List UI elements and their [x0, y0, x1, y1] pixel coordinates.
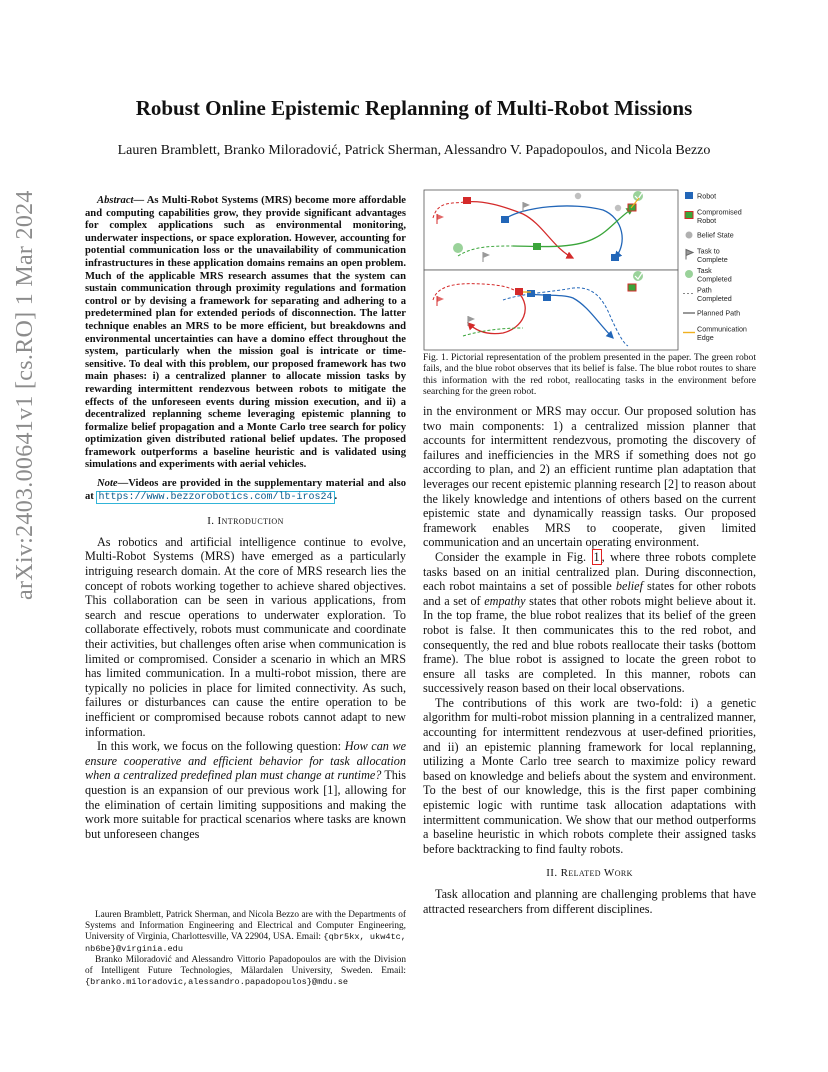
- rp2-a: Consider the example in Fig.: [435, 549, 592, 564]
- legend-label: Task: [697, 266, 712, 275]
- intro-p2-end: This question is an expansion of our previous work [1], allowing for the elimination of certain limiting suppositions and making the work more suitable for practical scenarios where tasks are known but unforeseen changes: [85, 768, 406, 841]
- belief-state-icon: [686, 232, 693, 239]
- belief-term: belief: [615, 579, 643, 594]
- legend-label: Complete: [697, 255, 728, 264]
- legend-item: [683, 309, 740, 318]
- footnote-uva-email: {qbr5kx, ukw4tc, nb6be}@virginia.edu: [85, 932, 407, 954]
- task-completed-icon: [685, 270, 693, 278]
- legend-item: [685, 192, 716, 201]
- legend-item: [685, 266, 732, 284]
- figure-reference-link[interactable]: 1: [593, 549, 600, 564]
- right-column: [423, 404, 756, 916]
- note-text: —Videos are provided in the supplementary material and also at: [85, 478, 406, 502]
- legend-label: Task to: [697, 246, 720, 256]
- legend-item: [683, 286, 732, 304]
- right-paragraph-1: in the environment or MRS may occur. Our proposed solution has two main components: 1) a centralized mission planner that accounts for intermittent rendezvous, promoting the discovery of failures and inefficiencies in the MRS if something does not go according to plan, and 2) an efficient runtime plan adaptation that leverages our recent epistemic planning research [2] to reason about the likely knowledge and intentions of others based on the current epistemic state and dynamically reassign tasks. Our proposed framework enables MRS to cooperate, given limited communication and an uncertain operating environment.: [423, 404, 756, 550]
- left-column: [85, 195, 406, 841]
- bottom-frame: [424, 270, 678, 350]
- legend-label: Communication: [697, 324, 747, 334]
- footnote-mdu: [85, 955, 406, 989]
- legend-label: Robot: [697, 216, 717, 225]
- abstract-text: — As Multi-Robot Systems (MRS) become more affordable and computing capabilities grow, they provide significant advantages for complex applications such as environmental monitoring, underwater inspections, or space exploration. However, accounting for potential communication loss or the unavailability of communication infrastructures in these application domains remains an open problem. Much of the applicable MRS research assumes that the system can sustain communication through proximity regulations and formation control or by devising a framework for separating and adhering to a predetermined plan for extended periods of disconnection. The latter technique enables an MRS to be more efficient, but breakdowns and environmental uncertainties can have a domino effect throughout the system, particularly when the mission goal is intricate or time-sensitive. To deal with this problem, our proposed framework has two main phases: i) a centralized planner to allocate mission tasks by rewarding intermittent rendezvous between robots to mitigate the effects of the unforeseen events during mission execution, and ii) a decentralized replanning scheme leveraging epistemic planning to formalize belief propagation and a Monte Carlo tree search for policy optimization given distributed rational belief updates. The proposed framework outperforms a baseline heuristic and is validated using simulations and experiments with aerial vehicles.: [85, 195, 406, 471]
- robot-icon: [463, 197, 471, 204]
- legend-label: Path: [697, 285, 712, 295]
- arxiv-identifier: arXiv:2403.00641v1 [cs.RO] 1 Mar 2024: [12, 190, 38, 600]
- right-paragraph-2: [423, 550, 756, 696]
- robot-icon: [543, 294, 551, 301]
- intro-paragraph-2: [85, 739, 406, 841]
- abstract: [85, 195, 406, 472]
- robot-icon: [685, 192, 693, 199]
- figure-1: [423, 188, 756, 352]
- compromised-robot-icon: [685, 212, 693, 219]
- robot-icon: [501, 216, 509, 223]
- robot-icon: [611, 254, 619, 261]
- paper-title: Robust Online Epistemic Replanning of Multi-Robot Missions: [135, 96, 693, 120]
- note-end: .: [334, 490, 338, 502]
- author-footnote: [85, 910, 406, 988]
- rp2-b: , where three robots complete tasks based on an initial centralized plan. During disconnection, each robot maintains a set of possible: [423, 549, 756, 594]
- legend-label: Planned Path: [697, 308, 741, 318]
- legend-label: Belief State: [697, 230, 734, 240]
- abstract-label: Abstract: [97, 195, 134, 206]
- legend-item: [683, 325, 747, 343]
- intro-p2-start: In this work, we focus on the following question:: [97, 739, 345, 754]
- right-paragraph-4: Task allocation and planning are challenging problems that have attracted researchers from different disciplines.: [423, 887, 756, 916]
- legend-item: [685, 208, 742, 226]
- empathy-term: empathy: [484, 593, 526, 608]
- rp2-c: states for other robots and a set of: [423, 579, 756, 608]
- legend-label: Compromised: [697, 207, 742, 217]
- belief-state-icon: [575, 193, 581, 199]
- right-paragraph-3: The contributions of this work are two-fold: i) a genetic algorithm for multi-robot mission planning in a centralized manner, accounting for intermittent rendezvous at user-defined priorities, and ii) an epistemic planning framework for local replanning, utilizing a Monte Carlo tree search to maximize policy reward based on knowledge and beliefs about the system and environment. To the best of our knowledge, this is the first paper combining epistemic logic with runtime task allocation adaptations with intermittent communication. We show that our method outperforms a baseline heuristic in which robots complete their assigned tasks before backtracking to find faulty robots.: [423, 695, 756, 856]
- research-question: How can we ensure cooperative and efficient behavior for task allocation when a centralized predefined plan must change at runtime?: [85, 739, 406, 783]
- robot-icon: [533, 243, 541, 250]
- legend-item: [686, 231, 734, 240]
- footnote-mdu-email: {branko.miloradovic,alessandro.papadopoulos}@mdu.se: [85, 977, 349, 988]
- footnote-uva-text: Lauren Bramblett, Patrick Sherman, and Nicola Bezzo are with the Departments of Systems and Information Engineering and Electrical and Computer Engineering, University of Virginia, Charlottesville, VA 22904, USA. Email:: [85, 910, 406, 943]
- robot-icon: [515, 288, 523, 295]
- paper-authors: Lauren Bramblett, Branko Miloradović, Patrick Sherman, Alessandro V. Papadopoulos, and Nicola Bezzo: [117, 143, 711, 158]
- note: [85, 478, 406, 504]
- top-frame: [424, 190, 678, 270]
- rp2-d: states that other robots might believe about it. In the top frame, the blue robot realizes that its belief of the green robot is false. It then communicates this to the red robot, and consequently, the red and blue robots reallocate their tasks (bottom frame). The blue robot is assigned to locate the green robot to ensure all tasks are completed. In this manner, robots can successively reason based on their local observations.: [423, 593, 756, 696]
- robot-icon: [527, 290, 535, 297]
- legend-label: Robot: [697, 191, 717, 201]
- video-link[interactable]: https://www.bezzorobotics.com/lb-iros24: [98, 491, 333, 503]
- compromised-robot-icon: [628, 284, 636, 291]
- legend-item: [686, 247, 728, 265]
- figure-1-caption: Fig. 1. Pictorial representation of the problem presented in the paper. The green robot fails, and the blue robot observes that its belief is false. The blue robot routes to share this information with the red robot, reallocating tasks in the environment before searching for the green robot.: [423, 352, 756, 398]
- section-heading-introduction: I. Introduction: [207, 515, 284, 528]
- legend-label: Edge: [697, 333, 714, 342]
- legend-label: Completed: [697, 274, 732, 284]
- note-label: Note: [97, 478, 118, 490]
- belief-state-icon: [615, 205, 621, 211]
- task-flag-icon: [686, 250, 693, 260]
- footnote-uva: [85, 910, 406, 955]
- intro-paragraph-1: As robotics and artificial intelligence continue to evolve, Multi-Robot Systems (MRS) have emerged as a particularly intriguing research domain. At the core of MRS research lies the concept of robots working together to achieve shared objectives. This collaboration can be seen in various applications, from search and rescue operations to underwater exploration. To collaborate effectively, robots must communicate and coordinate their activities, but challenges often arise when communication is limited or compromised. Consider a scenario in which an MRS has limited communication. In a multi-robot mission, there are typically no policies in place for limited connectivity. As such, failures or disturbances can cause the entire operation to be inefficient or compromised because robots cannot adapt to new information.: [85, 534, 406, 739]
- figure-legend: [683, 192, 747, 343]
- task-completed-icon: [453, 243, 463, 253]
- task-completed-icon: [633, 271, 643, 281]
- footnote-mdu-text: Branko Miloradović and Alessandro Vittorio Papadopoulos are with the Division of Intelligent Future Technologies, Mälardalen University, Sweden. Email:: [85, 954, 406, 977]
- section-heading-related-work: II. Related Work: [546, 867, 633, 880]
- legend-label: Completed: [697, 294, 732, 303]
